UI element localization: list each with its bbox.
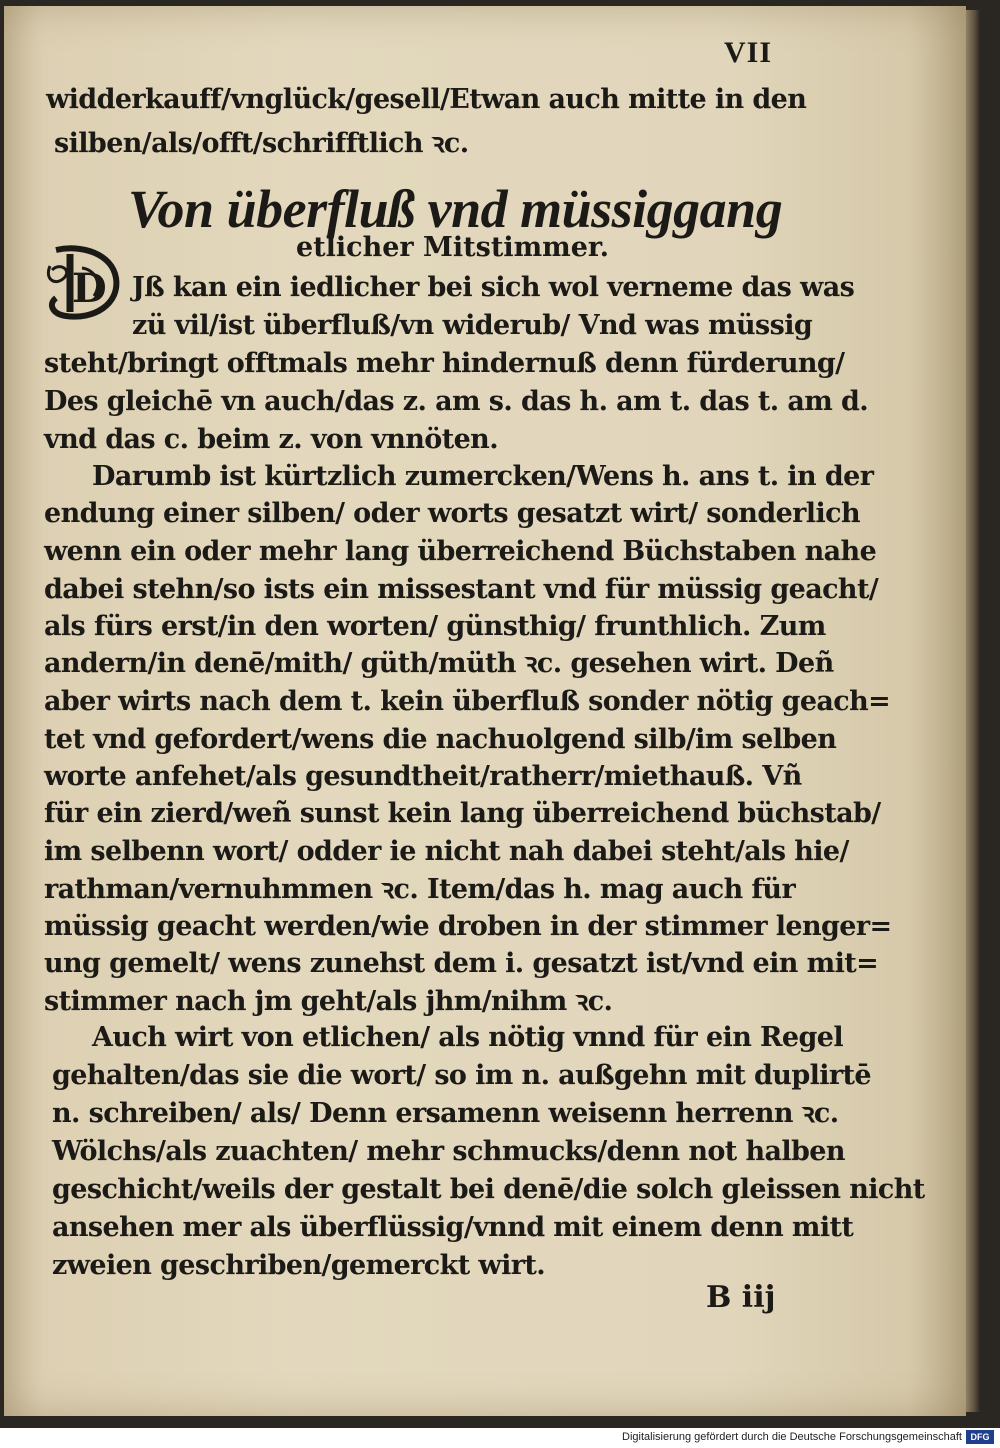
text-line: im selbenn wort/ odder ie nicht nah dabei steht/als hie/ bbox=[44, 836, 849, 867]
section-heading: Von überfluß vnd müssiggang bbox=[128, 179, 783, 239]
dfg-logo: DFG bbox=[966, 1430, 994, 1444]
page-edge-shadow bbox=[966, 10, 980, 1412]
text-line: Auch wirt von etlichen/ als nötig vnnd für ein Regel bbox=[92, 1022, 843, 1053]
text-line: Jß kan ein iedlicher bei sich wol verneme das was bbox=[132, 272, 855, 303]
text-line: aber wirts nach dem t. kein überfluß sonder nötig geach= bbox=[44, 686, 891, 717]
text-line: ung gemelt/ wens zunehst dem i. gesatzt ist/vnd ein mit= bbox=[44, 948, 879, 979]
text-line: silben/als/offt/schrifftlich ꝛc. bbox=[54, 128, 469, 159]
text-line: tet vnd gefordert/wens die nachuolgend silb/im selben bbox=[44, 724, 837, 755]
section-subheading: etlicher Mitstimmer. bbox=[296, 232, 610, 263]
text-line: zweien geschriben/gemerckt wirt. bbox=[52, 1250, 546, 1281]
signature-mark: B iij bbox=[706, 1280, 776, 1315]
text-line: müssig geacht werden/wie droben in der stimmer lenger= bbox=[44, 911, 892, 942]
text-line: vnd das c. beim z. von vnnöten. bbox=[44, 424, 498, 455]
text-line: wenn ein oder mehr lang überreichend Büchstaben nahe bbox=[44, 536, 877, 567]
text-line: n. schreiben/ als/ Denn ersamenn weisenn herrenn ꝛc. bbox=[52, 1098, 839, 1129]
folio-number: VII bbox=[724, 36, 773, 69]
text-line: Darumb ist kürtzlich zumercken/Wens h. ans t. in der bbox=[92, 461, 874, 492]
text-line: stimmer nach jm geht/als jhm/nihm ꝛc. bbox=[44, 986, 613, 1017]
text-line: steht/bringt offtmals mehr hindernuß denn fürderung/ bbox=[44, 348, 845, 379]
text-line: für ein zierd/weñ sunst kein lang überreichend büchstab/ bbox=[44, 798, 881, 829]
text-line: zü vil/ist überfluß/vn widerub/ Vnd was müssig bbox=[132, 310, 813, 341]
text-line: ansehen mer als überflüssig/vnnd mit einem denn mitt bbox=[52, 1212, 854, 1243]
text-line: Wölchs/als zuachten/ mehr schmucks/denn not halben bbox=[52, 1136, 845, 1167]
text-line: worte anfehet/als gesundtheit/ratherr/miethauß. Vñ bbox=[44, 761, 802, 792]
svg-text:D: D bbox=[72, 265, 107, 312]
text-line: Des gleichē vn auch/das z. am s. das h. am t. das t. am d. bbox=[44, 386, 869, 417]
text-line: gehalten/das sie die wort/ so im n. außgehn mit duplirtē bbox=[52, 1060, 872, 1091]
digitization-credit: Digitalisierung gefördert durch die Deutsche Forschungsgemeinschaft bbox=[622, 1431, 962, 1443]
text-line: rathman/vernuhmmen ꝛc. Item/das h. mag auch für bbox=[44, 874, 796, 905]
text-line: widderkauff/vnglück/gesell/Etwan auch mitte in den bbox=[46, 84, 807, 115]
text-line: als fürs erst/in den worten/ günsthig/ frunthlich. Zum bbox=[44, 611, 826, 642]
text-line: endung einer silben/ oder worts gesatzt wirt/ sonderlich bbox=[44, 498, 860, 529]
decorated-initial-letter bbox=[42, 240, 124, 322]
text-line: dabei stehn/so ists ein missestant vnd für müssig geacht/ bbox=[44, 574, 879, 605]
text-line: andern/in denē/mith/ güth/müth ꝛc. gesehen wirt. Deñ bbox=[44, 648, 834, 679]
text-line: geschicht/weils der gestalt bei denē/die solch gleissen nicht bbox=[52, 1174, 925, 1205]
